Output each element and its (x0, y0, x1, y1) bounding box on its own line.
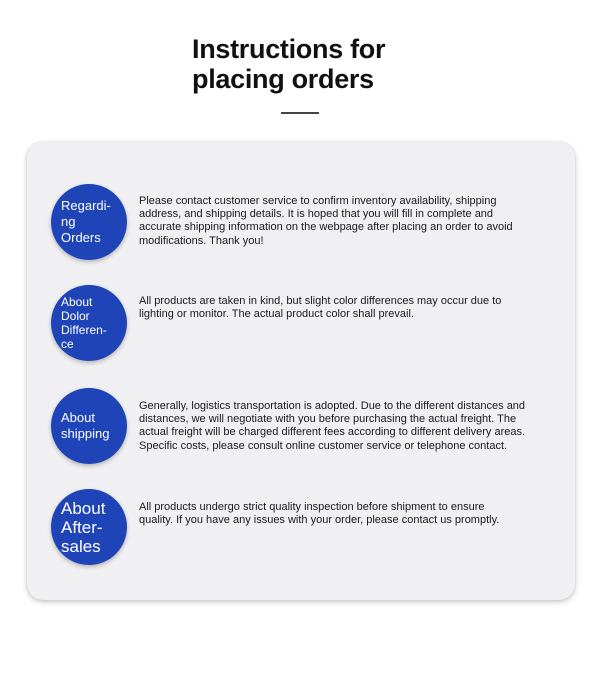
color-difference-badge (51, 285, 127, 361)
badge-line: ng (61, 214, 76, 229)
text-line: Specific costs, please consult online customer service or telephone contact. (139, 439, 508, 452)
color-difference-text (139, 295, 559, 321)
badge-line: About (61, 295, 93, 309)
text-line: All products are taken in kind, but slight color differences may occur due to (139, 295, 502, 307)
text-line: distances, we will negotiate with you before purchasing the actual freight. The (139, 413, 517, 426)
regarding-orders-text (139, 195, 559, 248)
after-sales-text (139, 501, 559, 527)
text-line: actual freight will be charged different fees according to different delivery areas. (139, 426, 526, 439)
shipping-text (139, 400, 559, 453)
title-line: Instructions for (192, 34, 386, 64)
title-line: placing orders (192, 64, 374, 94)
text-line: Generally, logistics transportation is adopted. Due to the different distances and (139, 400, 526, 412)
badge-line: Differen- (61, 323, 107, 337)
badge-line: About (61, 498, 106, 518)
instructions-card (27, 142, 575, 600)
text-line: modifications. Thank you! (139, 234, 264, 247)
text-line: Please contact customer service to confirm inventory availability, shipping (139, 195, 497, 207)
title-divider (281, 112, 319, 114)
regarding-orders-badge (51, 184, 127, 260)
badge-line: Dolor (61, 309, 90, 323)
badge-line: shipping (61, 426, 110, 441)
badge-line: sales (61, 536, 101, 556)
text-line: quality. If you have any issues with your order, please contact us promptly. (139, 514, 500, 527)
badge-line: Orders (61, 230, 101, 245)
text-line: lighting or monitor. The actual product color shall prevail. (139, 308, 414, 321)
page-title (192, 34, 452, 94)
text-line: accurate shipping information on the webpage after placing an order to avoid (139, 221, 513, 234)
badge-line: After- (61, 517, 103, 537)
badge-line: ce (61, 337, 74, 351)
shipping-badge (51, 388, 127, 464)
text-line: address, and shipping details. It is hoped that you will fill in complete and (139, 208, 494, 221)
badge-line: Regardi- (61, 198, 111, 213)
text-line: All products undergo strict quality inspection before shipment to ensure (139, 501, 485, 513)
badge-line: About (61, 410, 95, 425)
after-sales-badge (51, 489, 127, 565)
